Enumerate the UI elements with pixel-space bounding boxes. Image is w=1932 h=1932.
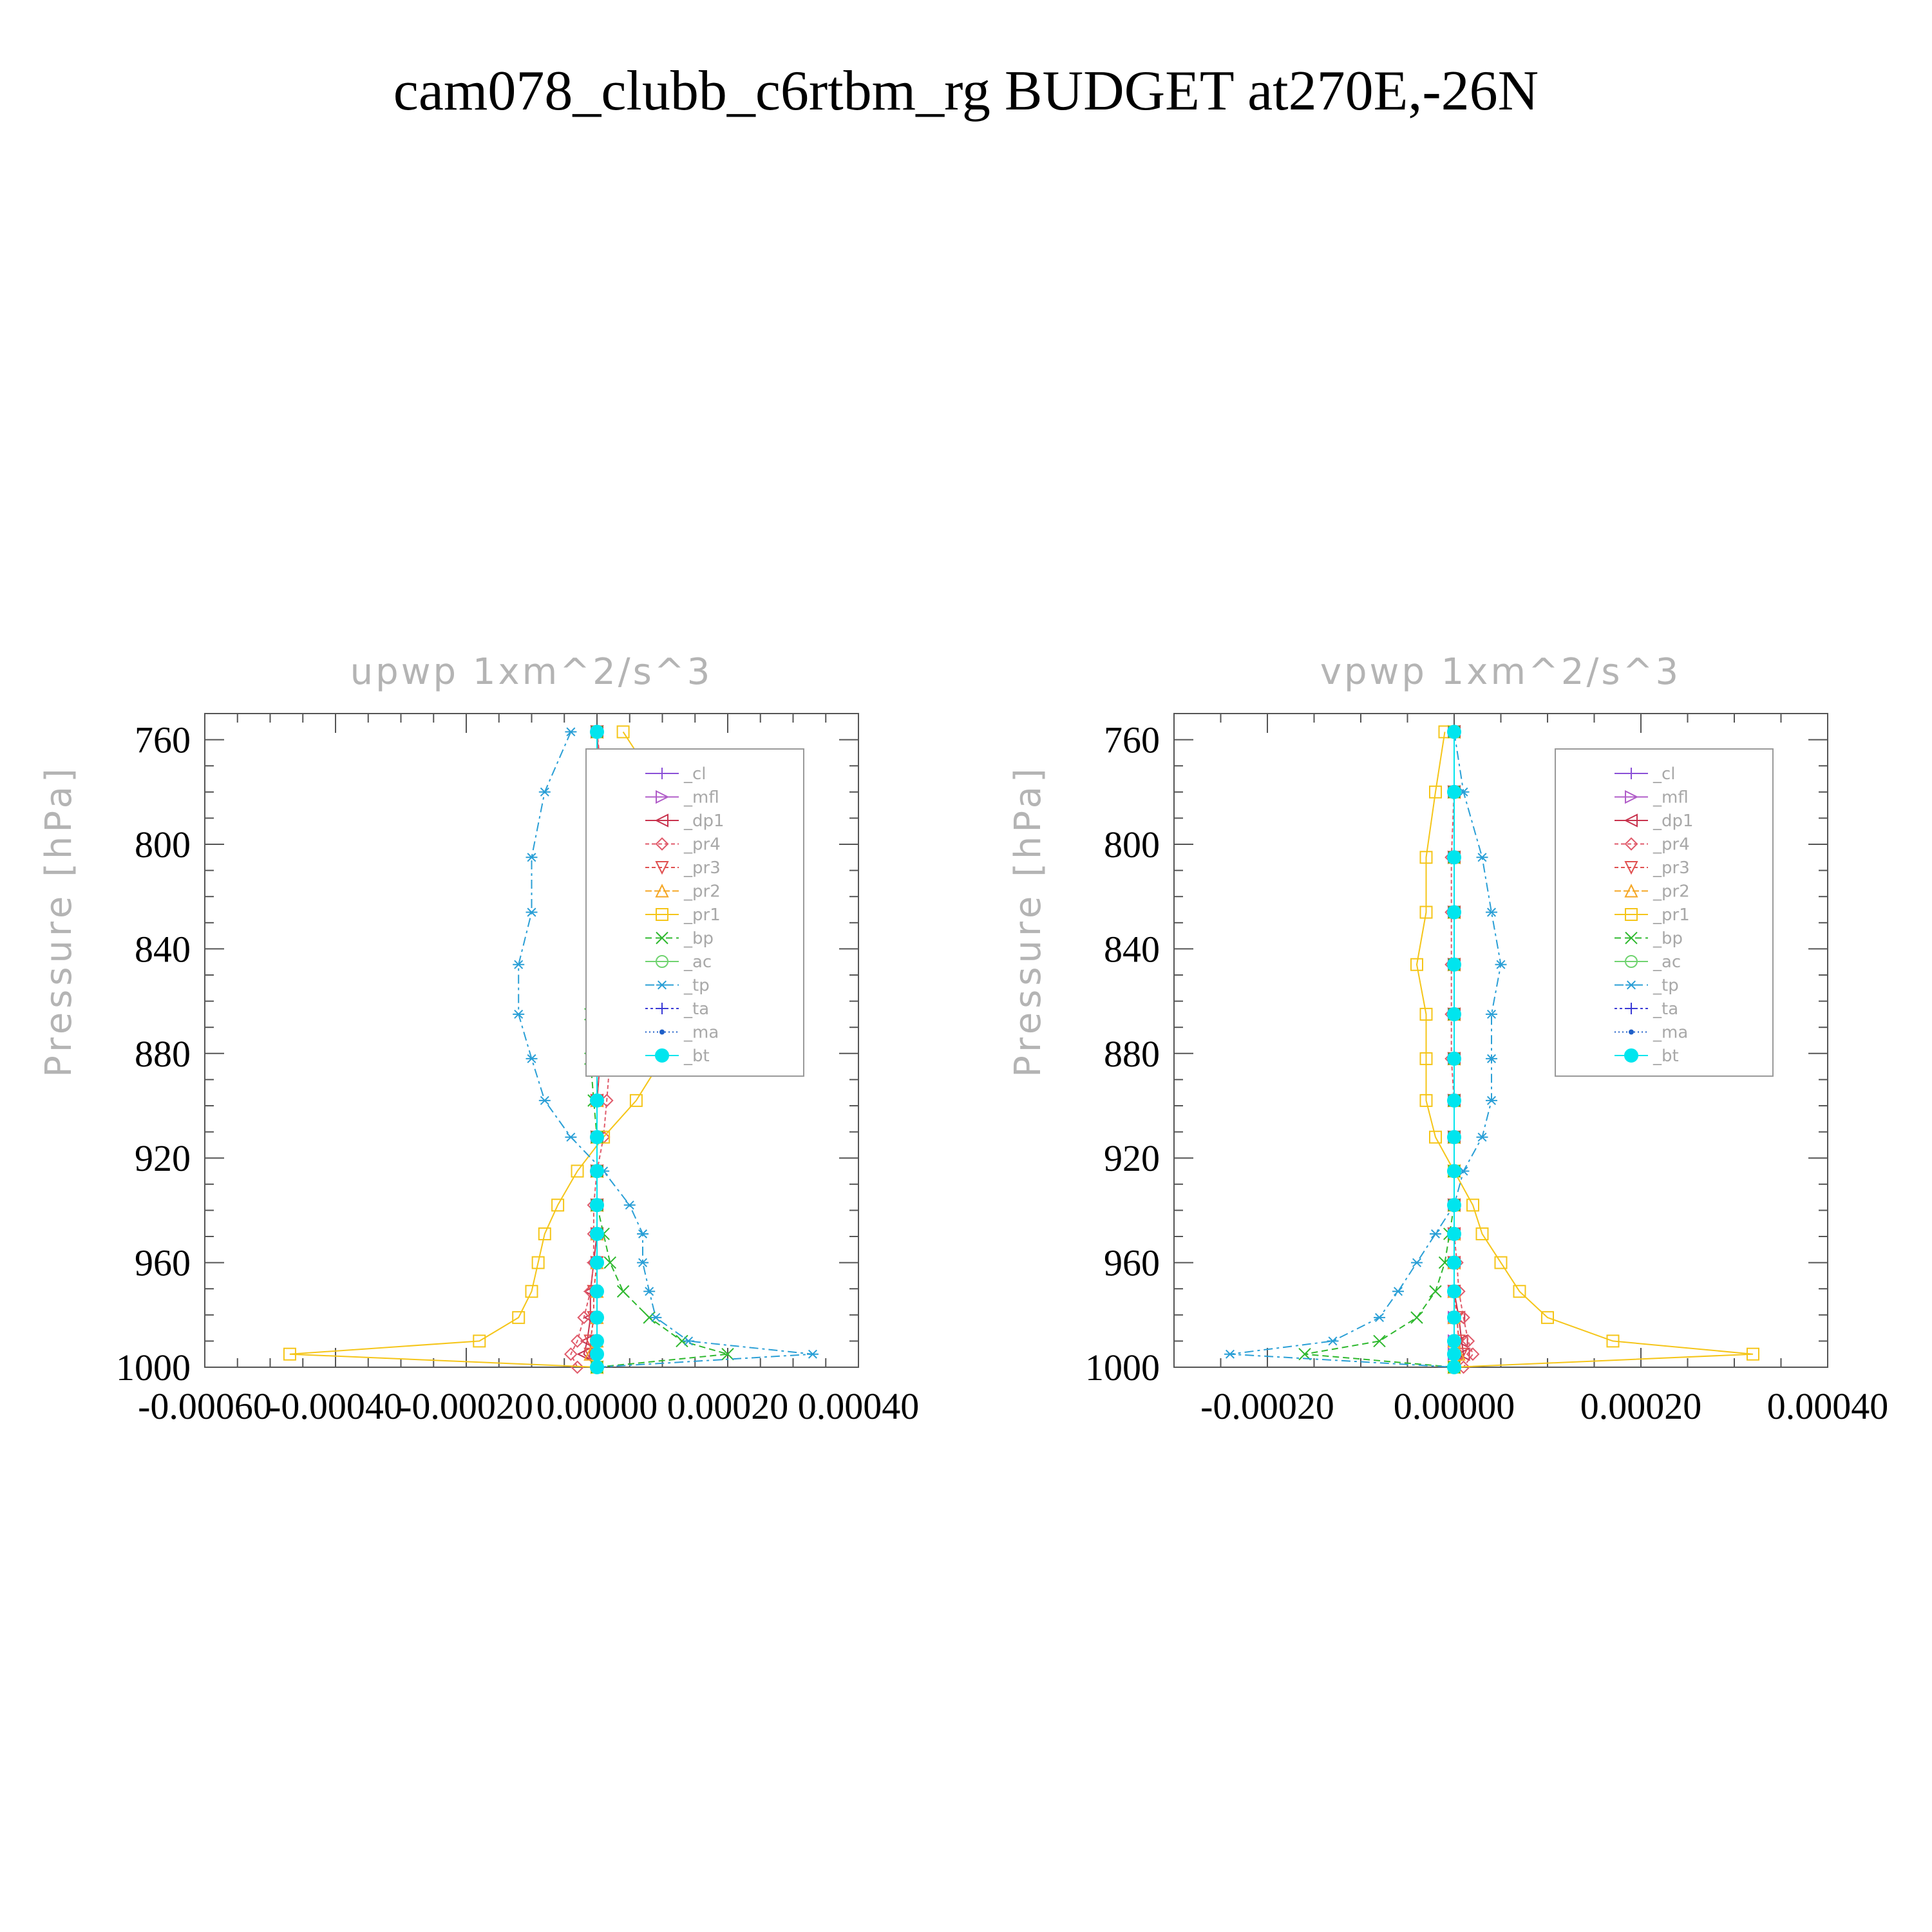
vpwp-point-bt-16 xyxy=(1448,1348,1461,1361)
upwp-x-tick-label-4: 0.00020 xyxy=(667,1385,789,1427)
upwp-x-tick-label-5: 0.00040 xyxy=(797,1385,920,1427)
vpwp-point-bt-9 xyxy=(1448,1165,1461,1178)
vpwp-legend-label-ma: _ma xyxy=(1653,1023,1689,1043)
vpwp-y-tick-label-5: 960 xyxy=(1104,1242,1160,1284)
upwp-point-bt-17 xyxy=(591,1361,603,1374)
vpwp-y-tick-label-0: 760 xyxy=(1104,719,1160,761)
upwp-point-tp-4 xyxy=(513,960,524,969)
upwp-legend-label-bt: _bt xyxy=(684,1046,710,1066)
upwp-point-bt-7 xyxy=(591,1094,603,1107)
vpwp-series-pr4 xyxy=(1446,726,1479,1373)
vpwp-series-bp xyxy=(1299,726,1460,1373)
vpwp-point-bt-4 xyxy=(1448,958,1461,971)
vpwp-y-tick-label-3: 880 xyxy=(1104,1032,1160,1075)
vpwp-legend xyxy=(1555,749,1773,1076)
upwp-legend-label-ma: _ma xyxy=(684,1023,719,1043)
upwp-y-tick-label-3: 880 xyxy=(135,1032,191,1075)
upwp-point-bt-11 xyxy=(591,1227,603,1240)
upwp-legend-label-bp: _bp xyxy=(684,929,714,949)
upwp-y-tick-label-5: 960 xyxy=(135,1242,191,1284)
vpwp-point-tp-8 xyxy=(1477,1133,1488,1141)
upwp-legend-label-cl: _cl xyxy=(684,764,706,784)
upwp-y-axis-label: Pressure [hPa] xyxy=(38,764,80,1077)
upwp-legend-label-pr2: _pr2 xyxy=(684,882,721,902)
vpwp-legend-marker-bt xyxy=(1625,1049,1638,1062)
vpwp-x-tick-label-2: 0.00020 xyxy=(1580,1385,1702,1427)
vpwp-x-tick-label-3: 0.00040 xyxy=(1766,1385,1889,1427)
upwp-point-tp-11 xyxy=(637,1230,649,1238)
upwp-panel-title: upwp 1xm^2/s^3 xyxy=(350,651,713,693)
upwp-legend-marker-bt xyxy=(656,1049,668,1062)
vpwp-point-bt-0 xyxy=(1448,725,1461,738)
vpwp-x-tick-label-0: -0.00020 xyxy=(1200,1385,1334,1427)
vpwp-legend-label-pr3: _pr3 xyxy=(1653,858,1690,878)
vpwp-legend-label-bp: _bp xyxy=(1653,929,1683,949)
vpwp-legend-marker-ma xyxy=(1629,1030,1633,1034)
vpwp-series-tp xyxy=(1224,728,1507,1371)
upwp-point-bt-14 xyxy=(591,1311,603,1324)
vpwp-point-bt-12 xyxy=(1448,1256,1461,1269)
upwp-point-tp-10 xyxy=(624,1201,636,1209)
vpwp-line-pr2 xyxy=(1454,732,1459,1367)
upwp-point-tp-7 xyxy=(539,1097,551,1105)
vpwp-series-bt xyxy=(1448,725,1461,1374)
upwp-legend-label-ta: _ta xyxy=(684,999,710,1019)
vpwp-legend-label-ta: _ta xyxy=(1653,999,1679,1019)
vpwp-point-bt-8 xyxy=(1448,1131,1461,1144)
vpwp-point-bt-1 xyxy=(1448,786,1461,799)
upwp-x-tick-label-3: 0.00000 xyxy=(536,1385,658,1427)
upwp-point-bt-8 xyxy=(591,1131,603,1144)
upwp-point-tp-6 xyxy=(526,1055,538,1063)
upwp-legend-label-mfl: _mfl xyxy=(684,788,719,808)
vpwp-legend-label-cl: _cl xyxy=(1653,764,1676,784)
upwp-point-bt-12 xyxy=(591,1256,603,1269)
upwp-point-bt-13 xyxy=(591,1285,603,1298)
vpwp-point-bt-3 xyxy=(1448,906,1461,919)
upwp-y-tick-label-2: 840 xyxy=(135,928,191,971)
vpwp-legend-label-mfl: _mfl xyxy=(1653,788,1689,808)
upwp-legend-label-pr1: _pr1 xyxy=(684,905,721,925)
upwp-legend xyxy=(586,749,804,1076)
vpwp-point-bp-15 xyxy=(1374,1335,1385,1347)
vpwp-point-tp-11 xyxy=(1430,1230,1441,1238)
vpwp-line-pr3 xyxy=(1454,732,1462,1367)
vpwp-legend-label-pr1: _pr1 xyxy=(1653,905,1690,925)
vpwp-legend-label-ac: _ac xyxy=(1653,952,1681,972)
vpwp-point-tp-13 xyxy=(1392,1287,1404,1296)
vpwp-line-tp xyxy=(1230,732,1501,1367)
upwp-panel xyxy=(38,651,919,1427)
vpwp-y-axis-label: Pressure [hPa] xyxy=(1007,764,1049,1077)
upwp-point-tp-3 xyxy=(526,908,538,916)
vpwp-legend-label-tp: _tp xyxy=(1653,976,1679,996)
upwp-point-tp-16 xyxy=(807,1350,819,1358)
upwp-point-tp-1 xyxy=(539,788,551,797)
upwp-legend-marker-ma xyxy=(660,1030,664,1034)
upwp-y-tick-label-6: 1000 xyxy=(116,1347,191,1388)
vpwp-point-bt-11 xyxy=(1448,1227,1461,1240)
vpwp-legend-label-pr2: _pr2 xyxy=(1653,882,1690,902)
upwp-legend-label-tp: _tp xyxy=(684,976,710,996)
vpwp-y-tick-label-2: 840 xyxy=(1104,928,1160,971)
vpwp-line-dp1 xyxy=(1454,732,1464,1367)
upwp-y-tick-label-0: 760 xyxy=(135,719,191,761)
upwp-x-tick-label-2: -0.00020 xyxy=(399,1385,533,1427)
upwp-legend-label-pr4: _pr4 xyxy=(684,835,721,855)
upwp-point-bt-15 xyxy=(591,1334,603,1347)
upwp-x-tick-label-1: -0.00040 xyxy=(269,1385,402,1427)
vpwp-line-bp xyxy=(1305,732,1454,1367)
upwp-point-bp-12 xyxy=(604,1257,616,1269)
vpwp-y-tick-label-6: 1000 xyxy=(1085,1347,1160,1388)
upwp-x-tick-label-0: -0.00060 xyxy=(138,1385,272,1427)
vpwp-x-tick-label-1: 0.00000 xyxy=(1393,1385,1515,1427)
vpwp-point-bt-13 xyxy=(1448,1285,1461,1298)
upwp-point-bt-0 xyxy=(591,725,603,738)
vpwp-y-tick-labels xyxy=(1085,719,1160,1388)
upwp-point-bt-9 xyxy=(591,1165,603,1178)
vpwp-point-bt-7 xyxy=(1448,1094,1461,1107)
vpwp-panel-title: vpwp 1xm^2/s^3 xyxy=(1320,651,1681,693)
upwp-legend-label-dp1: _dp1 xyxy=(684,811,724,831)
vpwp-point-tp-14 xyxy=(1374,1314,1385,1322)
figure-title: cam078_clubb_c6rtbm_rg BUDGET at270E,-26N xyxy=(393,60,1539,122)
upwp-legend-label-pr3: _pr3 xyxy=(684,858,721,878)
vpwp-point-bt-5 xyxy=(1448,1008,1461,1021)
upwp-legend-label-ac: _ac xyxy=(684,952,712,972)
upwp-point-bp-13 xyxy=(618,1285,629,1297)
vpwp-point-bt-14 xyxy=(1448,1311,1461,1324)
vpwp-legend-label-pr4: _pr4 xyxy=(1653,835,1690,855)
upwp-point-bt-10 xyxy=(591,1198,603,1211)
vpwp-point-bt-10 xyxy=(1448,1198,1461,1211)
vpwp-y-tick-label-1: 800 xyxy=(1104,824,1160,866)
vpwp-point-tp-16 xyxy=(1224,1350,1236,1358)
vpwp-x-tick-labels xyxy=(1200,1385,1888,1427)
vpwp-legend-label-dp1: _dp1 xyxy=(1653,811,1694,831)
upwp-x-tick-labels xyxy=(138,1385,919,1427)
upwp-y-tick-label-4: 920 xyxy=(135,1137,191,1180)
vpwp-panel xyxy=(1007,651,1888,1427)
upwp-point-tp-8 xyxy=(565,1133,576,1141)
upwp-y-tick-labels xyxy=(116,719,191,1388)
vpwp-point-bt-6 xyxy=(1448,1052,1461,1065)
vpwp-point-tp-2 xyxy=(1477,853,1488,862)
upwp-point-bt-16 xyxy=(591,1348,603,1361)
vpwp-legend-label-bt: _bt xyxy=(1653,1046,1679,1066)
upwp-y-tick-label-1: 800 xyxy=(135,824,191,866)
vpwp-point-bp-13 xyxy=(1430,1285,1441,1297)
vpwp-point-bt-15 xyxy=(1448,1334,1461,1347)
vpwp-point-tp-15 xyxy=(1327,1337,1339,1345)
upwp-point-tp-5 xyxy=(513,1010,524,1019)
vpwp-point-bt-17 xyxy=(1448,1361,1461,1374)
vpwp-point-bt-2 xyxy=(1448,851,1461,864)
vpwp-point-bp-14 xyxy=(1411,1312,1423,1323)
vpwp-y-tick-label-4: 920 xyxy=(1104,1137,1160,1180)
upwp-point-tp-0 xyxy=(565,728,576,736)
vpwp-point-tp-12 xyxy=(1411,1258,1423,1267)
